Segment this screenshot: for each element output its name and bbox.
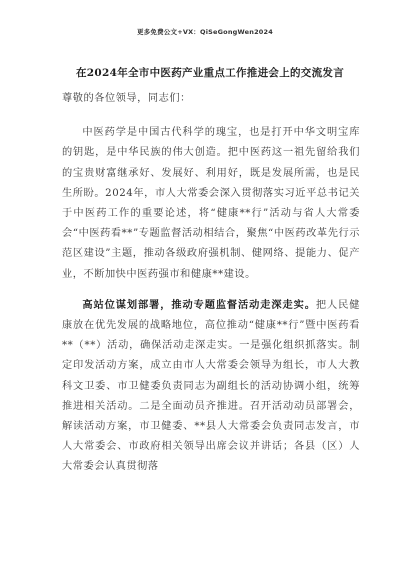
paragraph-2-body: 把人民健康放在优先发展的战略地位，高位推动“健康**行”暨中医药看**（**）活动，确保活动走深走实。一是强化组织抓落实。制定印发活动方案，成立由市人大常委会领导为组长，市人大教科文卫委、市卫健委负责同志为副组长的活动协调小组，统筹推进相关活动。二是全面动员齐推进。召开活动动员部署会，解读活动方案，市卫健委、**县人大常委会负责同志发言，市人大常委会、市政府相关领导出席会议并讲话；各县（区）人大常委会认真贯彻落: [62, 299, 360, 473]
salutation: 尊敬的各位领导，同志们：: [62, 93, 191, 104]
paragraph-1: 中医药学是中国古代科学的瑰宝，也是打开中华文明宝库的钥匙，是中华民族的伟大创造。把中医药这一祖先留给我们的宝贵财富继承好、发展好、利用好，既是发展所需，也是民生所盼。2024年，市人大常委会深入贯彻落实习近平总书记关于中医药工作的重要论述，将“健康**行”活动与省人大常委会“中医药看**”专题监督活动相结合，聚焦“中医药改革先行示范区建设”主题，推动各级政府强机制、健网络、提能力、促产业，不断加快中医药强市和健康**建设。: [62, 127, 360, 280]
paragraph-2-lead: 高站位谋划部署，推动专题监督活动走深走实。: [82, 298, 316, 311]
document-body: [62, 89, 360, 478]
header-promo-note: 更多免费公文+VX：QiSeGongWen2024: [137, 28, 273, 36]
document-title: 在2024年全市中医药产业重点工作推进会上的交流发言: [75, 67, 345, 79]
paragraph-2: [62, 295, 360, 478]
